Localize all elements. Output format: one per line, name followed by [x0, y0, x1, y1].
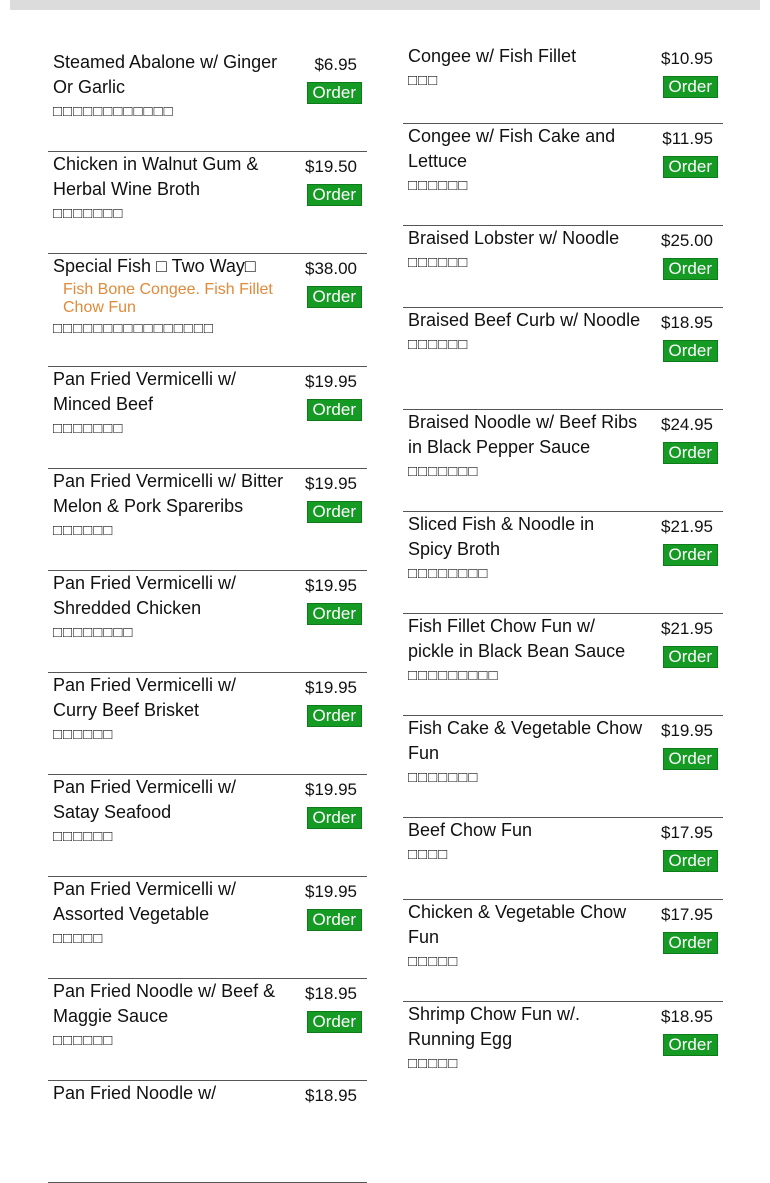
order-button[interactable]: Order	[307, 82, 362, 104]
menu-item-chinese-name: □□□□□□□□□□□□□□□□	[53, 320, 214, 337]
top-bar	[10, 0, 760, 10]
menu-item-title: Braised Noodle w/ Beef Ribs in Black Pepper Sauce	[408, 412, 638, 457]
menu-item-chinese-name: □□□	[408, 72, 439, 89]
order-button[interactable]: Order	[307, 501, 362, 523]
order-button[interactable]: Order	[663, 646, 718, 668]
menu-item-price: $18.95	[305, 1086, 357, 1105]
menu-item-title: Sliced Fish & Noodle in Spicy Broth	[408, 514, 595, 559]
menu-item	[403, 124, 723, 226]
menu-item-title: Pan Fried Vermicelli w/ Assorted Vegetable	[53, 879, 237, 924]
menu-item-name	[408, 124, 643, 197]
menu-item-price: $19.95	[305, 678, 357, 697]
order-button[interactable]: Order	[307, 909, 362, 931]
order-button[interactable]: Order	[663, 258, 718, 280]
menu-item-price: $17.95	[661, 823, 713, 842]
order-button[interactable]: Order	[663, 340, 718, 362]
order-button[interactable]: Order	[663, 1034, 718, 1056]
menu-item-name	[408, 308, 643, 356]
menu-item-title: Shrimp Chow Fun w/. Running Egg	[408, 1004, 581, 1049]
menu-item-chinese-name: □□□□	[408, 846, 449, 863]
menu-item-name	[53, 469, 285, 542]
menu-item	[48, 673, 367, 775]
menu-item-price: $19.95	[305, 780, 357, 799]
menu-item-title: Pan Fried Vermicelli w/ Curry Beef Brisket	[53, 675, 237, 720]
menu-item-price: $19.95	[305, 372, 357, 391]
menu-item-name	[408, 716, 643, 789]
menu-item	[403, 308, 723, 410]
menu-item-chinese-name: □□□□□□□□□	[408, 667, 499, 684]
menu-item-chinese-name: □□□□□□□	[53, 205, 124, 222]
order-button[interactable]: Order	[663, 544, 718, 566]
order-button[interactable]: Order	[307, 399, 362, 421]
menu-item-title: Chicken in Walnut Gum & Herbal Wine Broth	[53, 154, 259, 199]
menu-item-title: Braised Beef Curb w/ Noodle	[408, 310, 641, 330]
menu-item-name	[53, 877, 285, 950]
menu-item-title: Steamed Abalone w/ Ginger Or Garlic	[53, 52, 278, 97]
menu-item-chinese-name: □□□□□□	[53, 522, 114, 539]
menu-item	[403, 512, 723, 614]
order-button[interactable]: Order	[307, 184, 362, 206]
menu-item-title: Pan Fried Vermicelli w/ Shredded Chicken	[53, 573, 237, 618]
menu-item	[48, 152, 367, 254]
menu-item-name	[53, 775, 285, 848]
menu-item-chinese-name: □□□□□□	[408, 336, 469, 353]
menu-item-chinese-name: □□□□□□	[53, 828, 114, 845]
menu-item	[403, 716, 723, 818]
menu-item-name	[408, 818, 643, 866]
menu-item-price: $25.00	[661, 231, 713, 250]
menu-item-description: Fish Bone Congee. Fish Fillet Chow Fun	[63, 281, 273, 316]
menu-item-chinese-name: □□□□□□□	[408, 769, 479, 786]
menu-item-name	[53, 979, 285, 1052]
order-button[interactable]: Order	[663, 156, 718, 178]
menu-item-title: Congee w/ Fish Cake and Lettuce	[408, 126, 616, 171]
order-button[interactable]: Order	[663, 442, 718, 464]
order-button[interactable]: Order	[307, 1011, 362, 1033]
menu-item	[403, 44, 723, 124]
menu-item-price: $21.95	[661, 619, 713, 638]
order-button[interactable]: Order	[307, 286, 362, 308]
menu-column-left	[48, 50, 367, 1183]
menu-item	[403, 226, 723, 308]
menu-item-price: $19.95	[661, 721, 713, 740]
menu-item-title: Congee w/ Fish Fillet	[408, 46, 577, 66]
menu-item	[403, 900, 723, 1002]
menu-item-chinese-name: □□□□□□	[408, 177, 469, 194]
menu-column-right	[403, 44, 723, 1104]
menu-item	[48, 367, 367, 469]
menu-item	[48, 571, 367, 673]
menu-item-name	[408, 226, 643, 274]
menu-item-price: $19.50	[305, 157, 357, 176]
menu-item-title: Pan Fried Noodle w/	[53, 1083, 217, 1103]
order-button[interactable]: Order	[663, 748, 718, 770]
order-button[interactable]: Order	[663, 850, 718, 872]
menu-item-chinese-name: □□□□□	[408, 953, 459, 970]
menu-item-name	[408, 44, 643, 92]
menu-item-chinese-name: □□□□□□	[53, 726, 114, 743]
menu-item-price: $18.95	[661, 1007, 713, 1026]
menu-item-name	[408, 512, 643, 585]
menu-item-chinese-name: □□□□□	[53, 930, 104, 947]
menu-item	[403, 1002, 723, 1104]
menu-item-price: $21.95	[661, 517, 713, 536]
menu-item-price: $6.95	[314, 55, 357, 74]
menu-item-title: Pan Fried Vermicelli w/ Satay Seafood	[53, 777, 237, 822]
menu-item-chinese-name: □□□□□□□□	[53, 624, 134, 641]
menu-item-title: Fish Fillet Chow Fun w/ pickle in Black Bean Sauce	[408, 616, 626, 661]
menu-item	[403, 614, 723, 716]
menu-item-name	[53, 254, 285, 340]
menu-item-price: $10.95	[661, 49, 713, 68]
menu-item	[403, 818, 723, 900]
menu-item-price: $38.00	[305, 259, 357, 278]
menu-item-title: Beef Chow Fun	[408, 820, 533, 840]
menu-item	[48, 254, 367, 367]
menu-item-price: $17.95	[661, 905, 713, 924]
menu-item	[48, 979, 367, 1081]
menu-item-title: Chicken & Vegetable Chow Fun	[408, 902, 627, 947]
menu-item-title: Pan Fried Noodle w/ Beef & Maggie Sauce	[53, 981, 276, 1026]
menu-item-chinese-name: □□□□□□	[53, 1032, 114, 1049]
menu-item-chinese-name: □□□□□□□□	[408, 565, 489, 582]
menu-item-name	[53, 367, 285, 440]
menu-item-name	[408, 900, 643, 973]
menu-item-name	[53, 571, 285, 644]
menu-item-name	[53, 673, 285, 746]
menu-item-title: Pan Fried Vermicelli w/ Bitter Melon & Pork Spareribs	[53, 471, 284, 516]
menu-item	[48, 469, 367, 571]
menu-item	[48, 1081, 367, 1183]
menu-item-name	[53, 50, 285, 123]
menu-item-price: $18.95	[305, 984, 357, 1003]
menu-item	[48, 877, 367, 979]
order-button[interactable]: Order	[307, 705, 362, 727]
menu-item	[48, 775, 367, 877]
menu-item-price: $19.95	[305, 576, 357, 595]
menu-item-price: $19.95	[305, 474, 357, 493]
menu-item-price: $24.95	[661, 415, 713, 434]
menu-item-chinese-name: □□□□□□□	[408, 463, 479, 480]
menu-item-name	[408, 410, 643, 483]
menu-item-price: $18.95	[661, 313, 713, 332]
menu-item-name	[408, 1002, 643, 1075]
menu-item-chinese-name: □□□□□□□	[53, 420, 124, 437]
order-button[interactable]: Order	[663, 932, 718, 954]
menu-item-name	[53, 152, 285, 225]
menu-item-price: $19.95	[305, 882, 357, 901]
menu-item-chinese-name: □□□□□	[408, 1055, 459, 1072]
order-button[interactable]: Order	[307, 807, 362, 829]
menu-item	[48, 50, 367, 152]
menu-item-name	[408, 614, 643, 687]
menu-item	[403, 410, 723, 512]
menu-item-price: $11.95	[662, 129, 713, 148]
menu-item-chinese-name: □□□□□□	[408, 254, 469, 271]
order-button[interactable]: Order	[663, 76, 718, 98]
menu-item-title: Fish Cake & Vegetable Chow Fun	[408, 718, 643, 763]
order-button[interactable]: Order	[307, 603, 362, 625]
menu-item-chinese-name: □□□□□□□□□□□□	[53, 103, 174, 120]
menu-item-title: Special Fish □ Two Way□	[53, 256, 256, 276]
menu-item-title: Braised Lobster w/ Noodle	[408, 228, 620, 248]
menu-item-title: Pan Fried Vermicelli w/ Minced Beef	[53, 369, 237, 414]
menu-item-name	[53, 1081, 285, 1106]
